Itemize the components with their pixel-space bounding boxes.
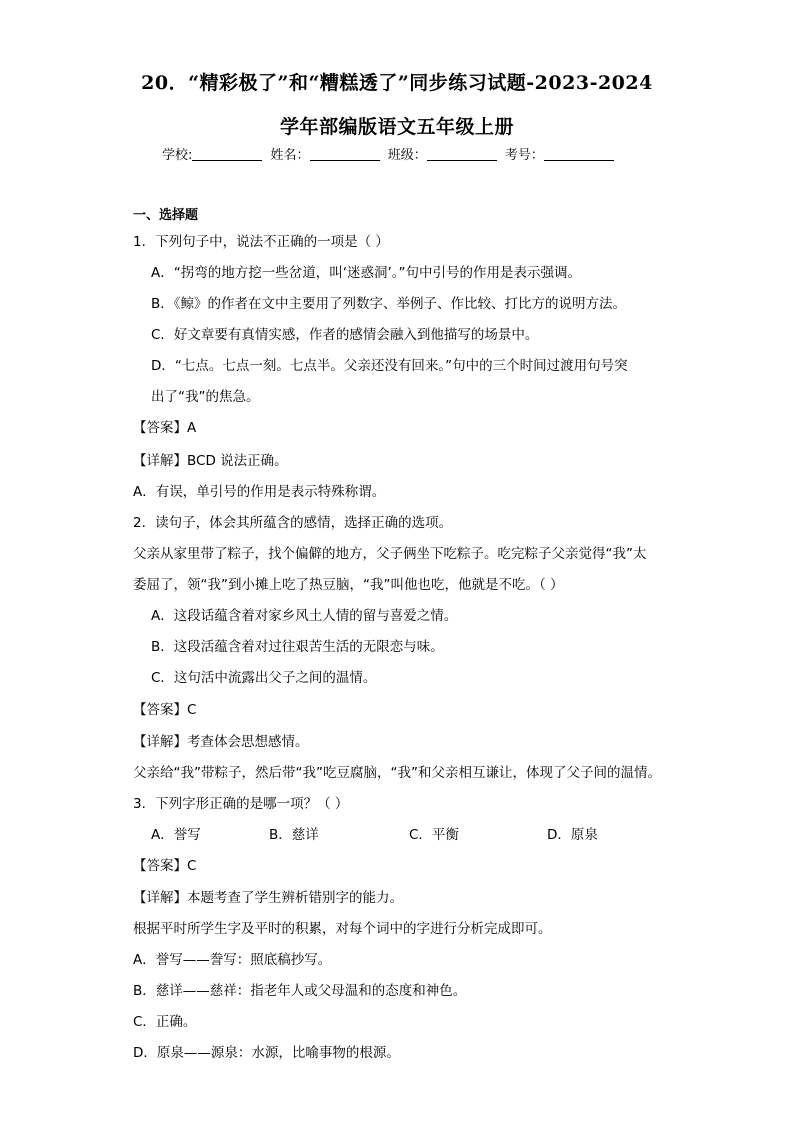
q2-stem: 2．读句子，体会其所蕴含的感情，选择正确的选项。 xyxy=(133,515,453,531)
q2-option-c: C．这句活中流露出父子之间的温情。 xyxy=(151,670,377,686)
document-title-line1: 20．“精彩极了”和“糟糕透了”同步练习试题-2023-2024 xyxy=(141,72,653,94)
section-heading: 一、选择题 xyxy=(133,208,199,223)
q1-option-c: C．好文章要有真情实感，作者的感情会融入到他描写的场景中。 xyxy=(151,327,539,343)
q3-explain-a: A．誉写——誊写：照底稿抄写。 xyxy=(133,952,332,968)
q1-option-a: A．“拐弯的地方挖一些岔道，叫‘迷惑洞’。”句中引号的作用是表示强调。 xyxy=(151,265,582,281)
q2-option-b: B．这段活蕴含着对过往艰苦生活的无限恋与味。 xyxy=(151,639,444,655)
q1-stem: 1．下列句子中，说法不正确的一项是（ ） xyxy=(133,234,389,250)
q1-detail: 【详解】BCD 说法正确。 xyxy=(133,453,288,469)
number-blank xyxy=(544,147,614,161)
q2-passage-line1: 父亲从家里带了粽子，找个偏僻的地方，父子俩坐下吃粽子。吃完粽子父亲觉得“我”太 xyxy=(133,546,647,562)
q2-option-a: A．这段话蕴含着对家乡风土人情的留与喜爱之情。 xyxy=(151,608,458,624)
q1-answer: 【答案】A xyxy=(133,420,197,436)
school-label: 学校: xyxy=(162,148,193,163)
q2-passage-line2: 委屈了，领“我”到小摊上吃了热豆脑，“我”叫他也吃，他就是不吃。（ ） xyxy=(133,577,564,593)
q3-explain-b: B．慈详——慈祥：指老年人或父母温和的态度和神色。 xyxy=(133,983,467,999)
name-blank xyxy=(310,147,380,161)
q2-answer: 【答案】C xyxy=(133,702,197,718)
student-info-row xyxy=(162,144,618,163)
q1-option-d-line1: D．“七点。七点一刻。七点半。父亲还没有回来。”句中的三个时间过渡用句号突 xyxy=(151,358,628,374)
school-blank xyxy=(192,147,262,161)
q1-option-d-line2: 出了“我”的焦急。 xyxy=(151,389,260,405)
q3-option-d: D．原泉 xyxy=(547,827,598,843)
number-label: 考号： xyxy=(504,148,544,163)
class-blank xyxy=(427,147,497,161)
class-label: 班级： xyxy=(387,148,427,163)
q3-option-c: C．平衡 xyxy=(409,827,459,843)
document-title-line2: 学年部编版语文五年级上册 xyxy=(279,116,514,138)
q2-detail: 【详解】考查体会思想感情。 xyxy=(133,734,309,750)
q3-stem: 3．下列字形正确的是哪一项？（ ） xyxy=(133,796,349,812)
q3-explain-c: C．正确。 xyxy=(133,1014,197,1030)
q3-explain-d: D．原泉——源泉：水源，比喻事物的根源。 xyxy=(133,1045,400,1061)
q2-detail-2: 父亲给“我”带粽子，然后带“我”吃豆腐脑，“我”和父亲相互谦让，体现了父子间的温情。 xyxy=(133,765,661,781)
q3-detail: 【详解】本题考查了学生辨析错别字的能力。 xyxy=(133,890,403,906)
q1-option-b: B．《鲸》的作者在文中主要用了列数字、举例子、作比较、打比方的说明方法。 xyxy=(151,296,627,312)
name-label: 姓名： xyxy=(270,148,310,163)
q1-detail-2: A．有误，单引号的作用是表示特殊称谓。 xyxy=(133,484,386,500)
q3-option-b: B．慈详 xyxy=(269,827,319,843)
q3-option-a: A．誉写 xyxy=(151,827,201,843)
q3-answer: 【答案】C xyxy=(133,858,197,874)
q3-detail-2: 根据平时所学生字及平时的积累，对每个词中的字进行分析完成即可。 xyxy=(133,921,552,937)
